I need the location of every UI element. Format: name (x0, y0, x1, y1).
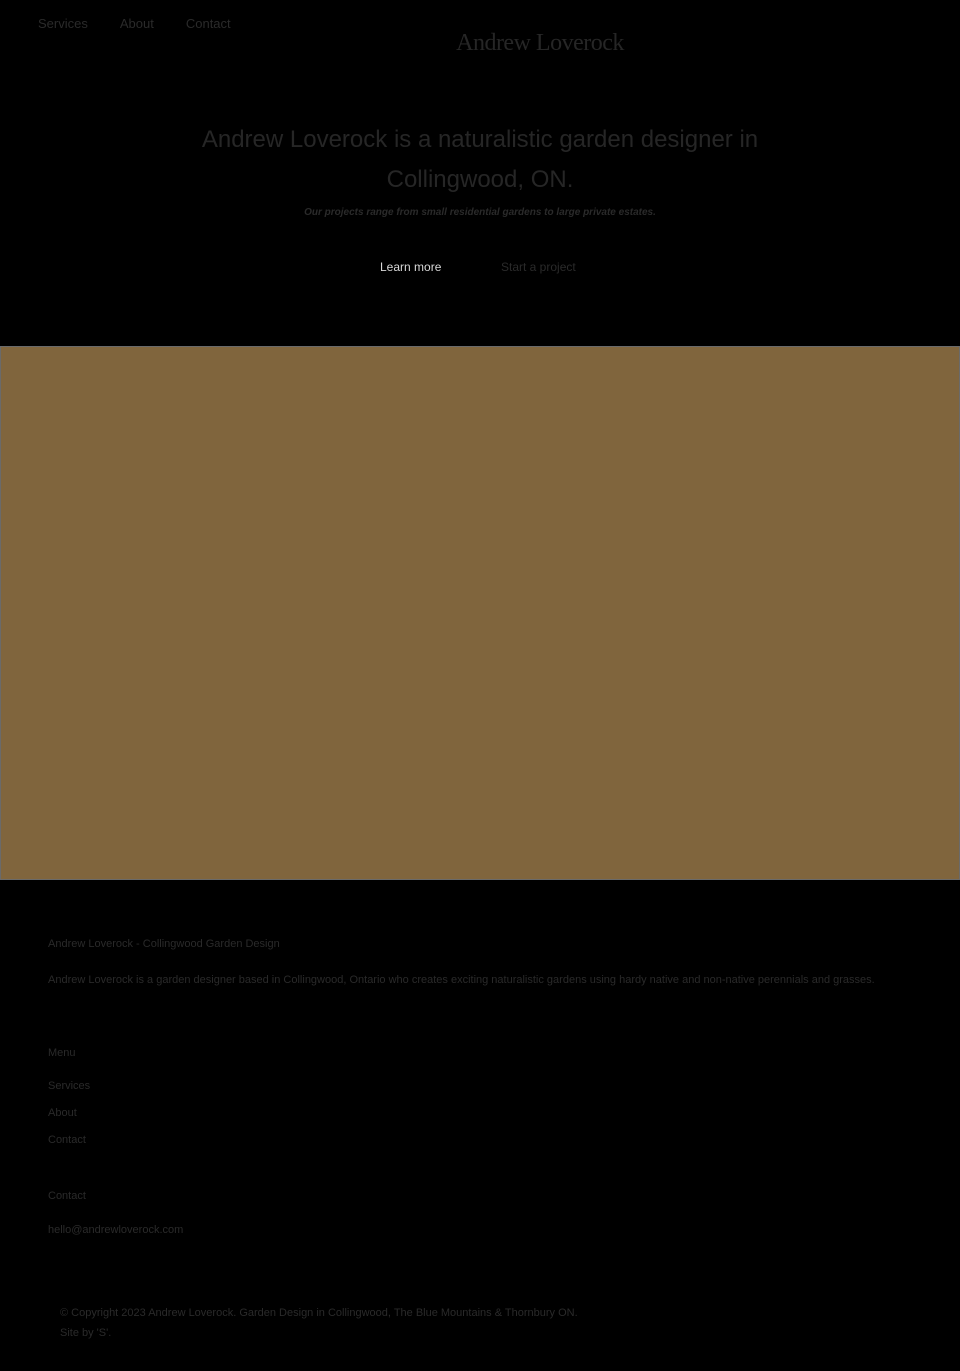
copyright (60, 1303, 578, 1343)
hero-heading: Andrew Loverock is a naturalistic garden designer in Collingwood, ON. (201, 126, 759, 193)
site-credit[interactable]: Site by 'S'. (60, 1327, 112, 1339)
footer-email-link[interactable]: hello@andrewloverock.com (48, 1224, 184, 1236)
nav-about-link[interactable]: About (119, 16, 154, 31)
start-project-button[interactable]: Start a project (501, 260, 576, 274)
top-nav (38, 16, 231, 31)
hero-image (0, 346, 960, 880)
learn-more-button[interactable]: Learn more (380, 260, 442, 274)
hero-subheading: Our projects range from small residential gardens to large private estates. (304, 207, 656, 218)
footer-menu-item (48, 1134, 90, 1161)
site-logo-text: Andrew Loverock (456, 30, 624, 56)
footer-menu-item (48, 1107, 90, 1134)
footer-menu-heading: Menu (48, 1047, 76, 1059)
footer-contact-link[interactable]: Contact (48, 1134, 86, 1146)
footer-menu (48, 1080, 90, 1161)
site-logo[interactable] (0, 30, 960, 57)
footer-services-link[interactable]: Services (48, 1080, 91, 1092)
copyright-text: © Copyright 2023 Andrew Loverock. Garden Design in Collingwood, The Blue Mountains & Thornbury ON. (60, 1307, 578, 1319)
footer-about-link[interactable]: About (48, 1107, 77, 1119)
nav-contact-link[interactable]: Contact (185, 16, 231, 31)
footer-description: Andrew Loverock is a garden designer based in Collingwood, Ontario who creates exciting naturalistic gardens using hardy native and non-native perennials and grasses. (48, 974, 875, 986)
nav-services-link[interactable]: Services (38, 16, 88, 31)
footer-title: Andrew Loverock - Collingwood Garden Design (48, 938, 280, 950)
footer-contact-heading: Contact (48, 1190, 86, 1202)
footer-menu-item (48, 1080, 90, 1107)
